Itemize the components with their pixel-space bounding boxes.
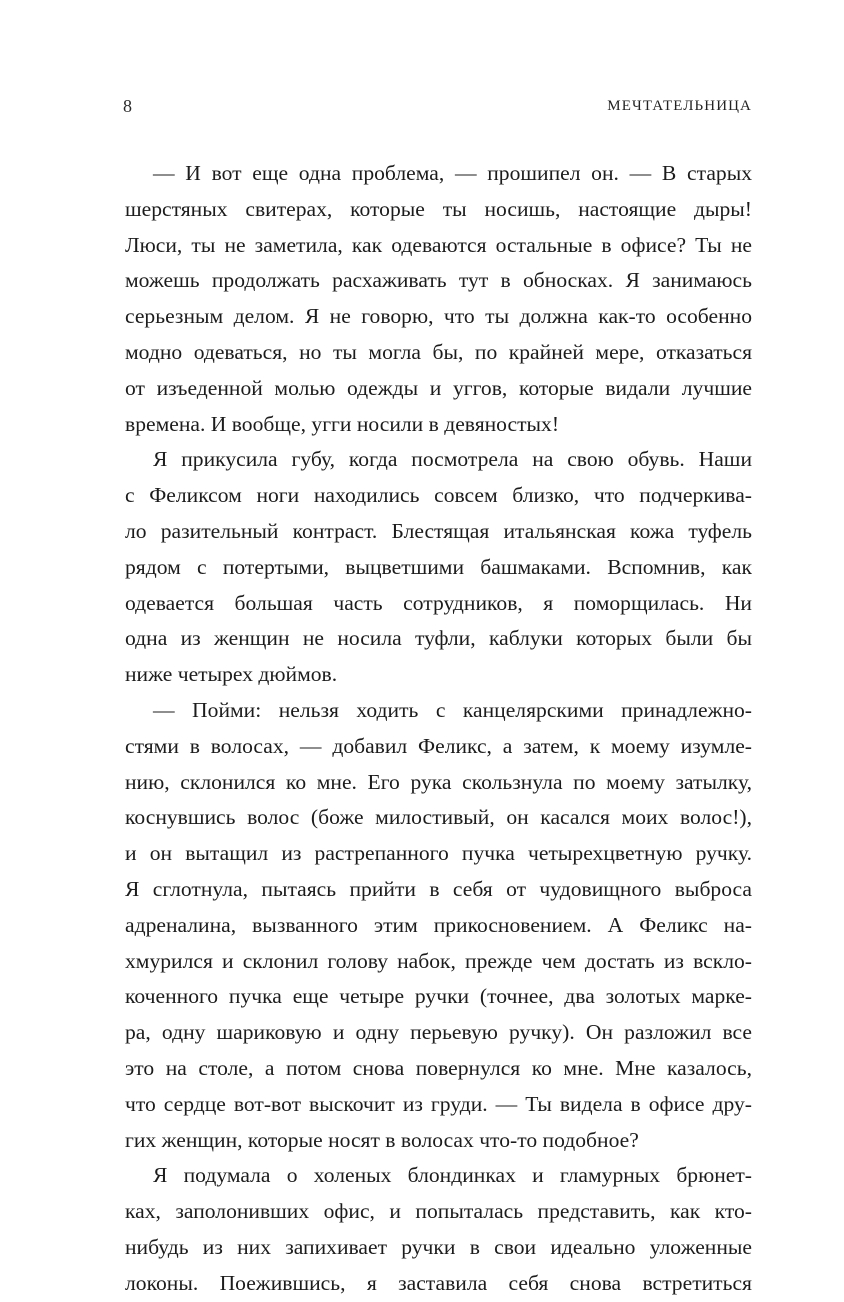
text-line: это на столе, а потом снова повернулся ко мне. Мне казалось,: [125, 1055, 752, 1080]
text-line: гих женщин, которые носят в волосах что-то подобное?: [125, 1127, 639, 1152]
text-line: Люси, ты не заметила, как одеваются остальные в офисе? Ты не: [125, 232, 752, 257]
text-line: шерстяных свитерах, которые ты носишь, настоящие дыры!: [125, 196, 752, 221]
text-line: и он вытащил из растрепанного пучка четырехцветную ручку.: [125, 841, 752, 866]
running-title: МЕЧТАТЕЛЬНИЦА: [607, 98, 752, 114]
text-line: — И вот еще одна проблема, — прошипел он. — В старых: [153, 161, 752, 185]
text-line: — Пойми: нельзя ходить с канцелярскими принадлежно-: [153, 697, 752, 722]
text-line: с Феликсом ноги находились совсем близко, что подчеркива-: [125, 483, 752, 508]
text-line: рядом с потертыми, выцветшими башмаками. Вспомнив, как: [125, 554, 752, 579]
text-line: локоны. Поежившись, я заставила себя снова встретиться: [125, 1270, 752, 1295]
text-line: Я прикусила губу, когда посмотрела на свою обувь. Наши: [153, 447, 752, 472]
text-line: адреналина, вызванного этим прикосновением. А Феликс на-: [125, 912, 752, 937]
text-line: модно одеваться, но ты могла бы, по крайней мере, отказаться: [125, 339, 752, 364]
text-line: нию, склонился ко мне. Его рука скользнула по моему затылку,: [125, 769, 752, 794]
page-number: 8: [123, 96, 132, 116]
text-line: ниже четырех дюймов.: [125, 662, 338, 687]
text-line: от изъеденной молью одежды и уггов, которые видали лучшие: [125, 375, 752, 400]
text-line: Я сглотнула, пытаясь прийти в себя от чудовищного выброса: [125, 876, 752, 901]
text-line: коченного пучка еще четыре ручки (точнее, два золотых марке-: [125, 984, 752, 1009]
text-line: нибудь из них запихивает ручки в свои идеально уложенные: [125, 1234, 752, 1259]
text-line: времена. И вообще, угги носили в девяностых!: [125, 411, 560, 436]
text-line: хмурился и склонил голову набок, прежде чем достать из вскло-: [125, 948, 752, 973]
text-line: одна из женщин не носила туфли, каблуки которых были бы: [125, 626, 752, 651]
text-line: ках, заполонивших офис, и попыталась представить, как кто-: [125, 1199, 752, 1224]
text-line: ло разительный контраст. Блестящая итальянская кожа туфель: [125, 518, 752, 543]
text-line: коснувшись волос (боже милостивый, он касался моих волос!),: [125, 805, 752, 830]
text-line: Я подумала о холеных блондинках и гламурных брюнет-: [153, 1163, 752, 1188]
text-line: серьезным делом. Я не говорю, что ты должна как-то особенно: [125, 304, 752, 329]
text-line: одевается большая часть сотрудников, я поморщилась. Ни: [125, 590, 752, 615]
text-line: стями в волосах, — добавил Феликс, а затем, к моему изумле-: [125, 733, 752, 758]
text-line: ра, одну шариковую и одну перьевую ручку). Он разложил все: [125, 1020, 752, 1045]
text-line: можешь продолжать расхаживать тут в обносках. Я занимаюсь: [125, 268, 752, 293]
text-line: что сердце вот-вот выскочит из груди. — Ты видела в офисе дру-: [125, 1091, 752, 1116]
body-text: [125, 156, 752, 1302]
